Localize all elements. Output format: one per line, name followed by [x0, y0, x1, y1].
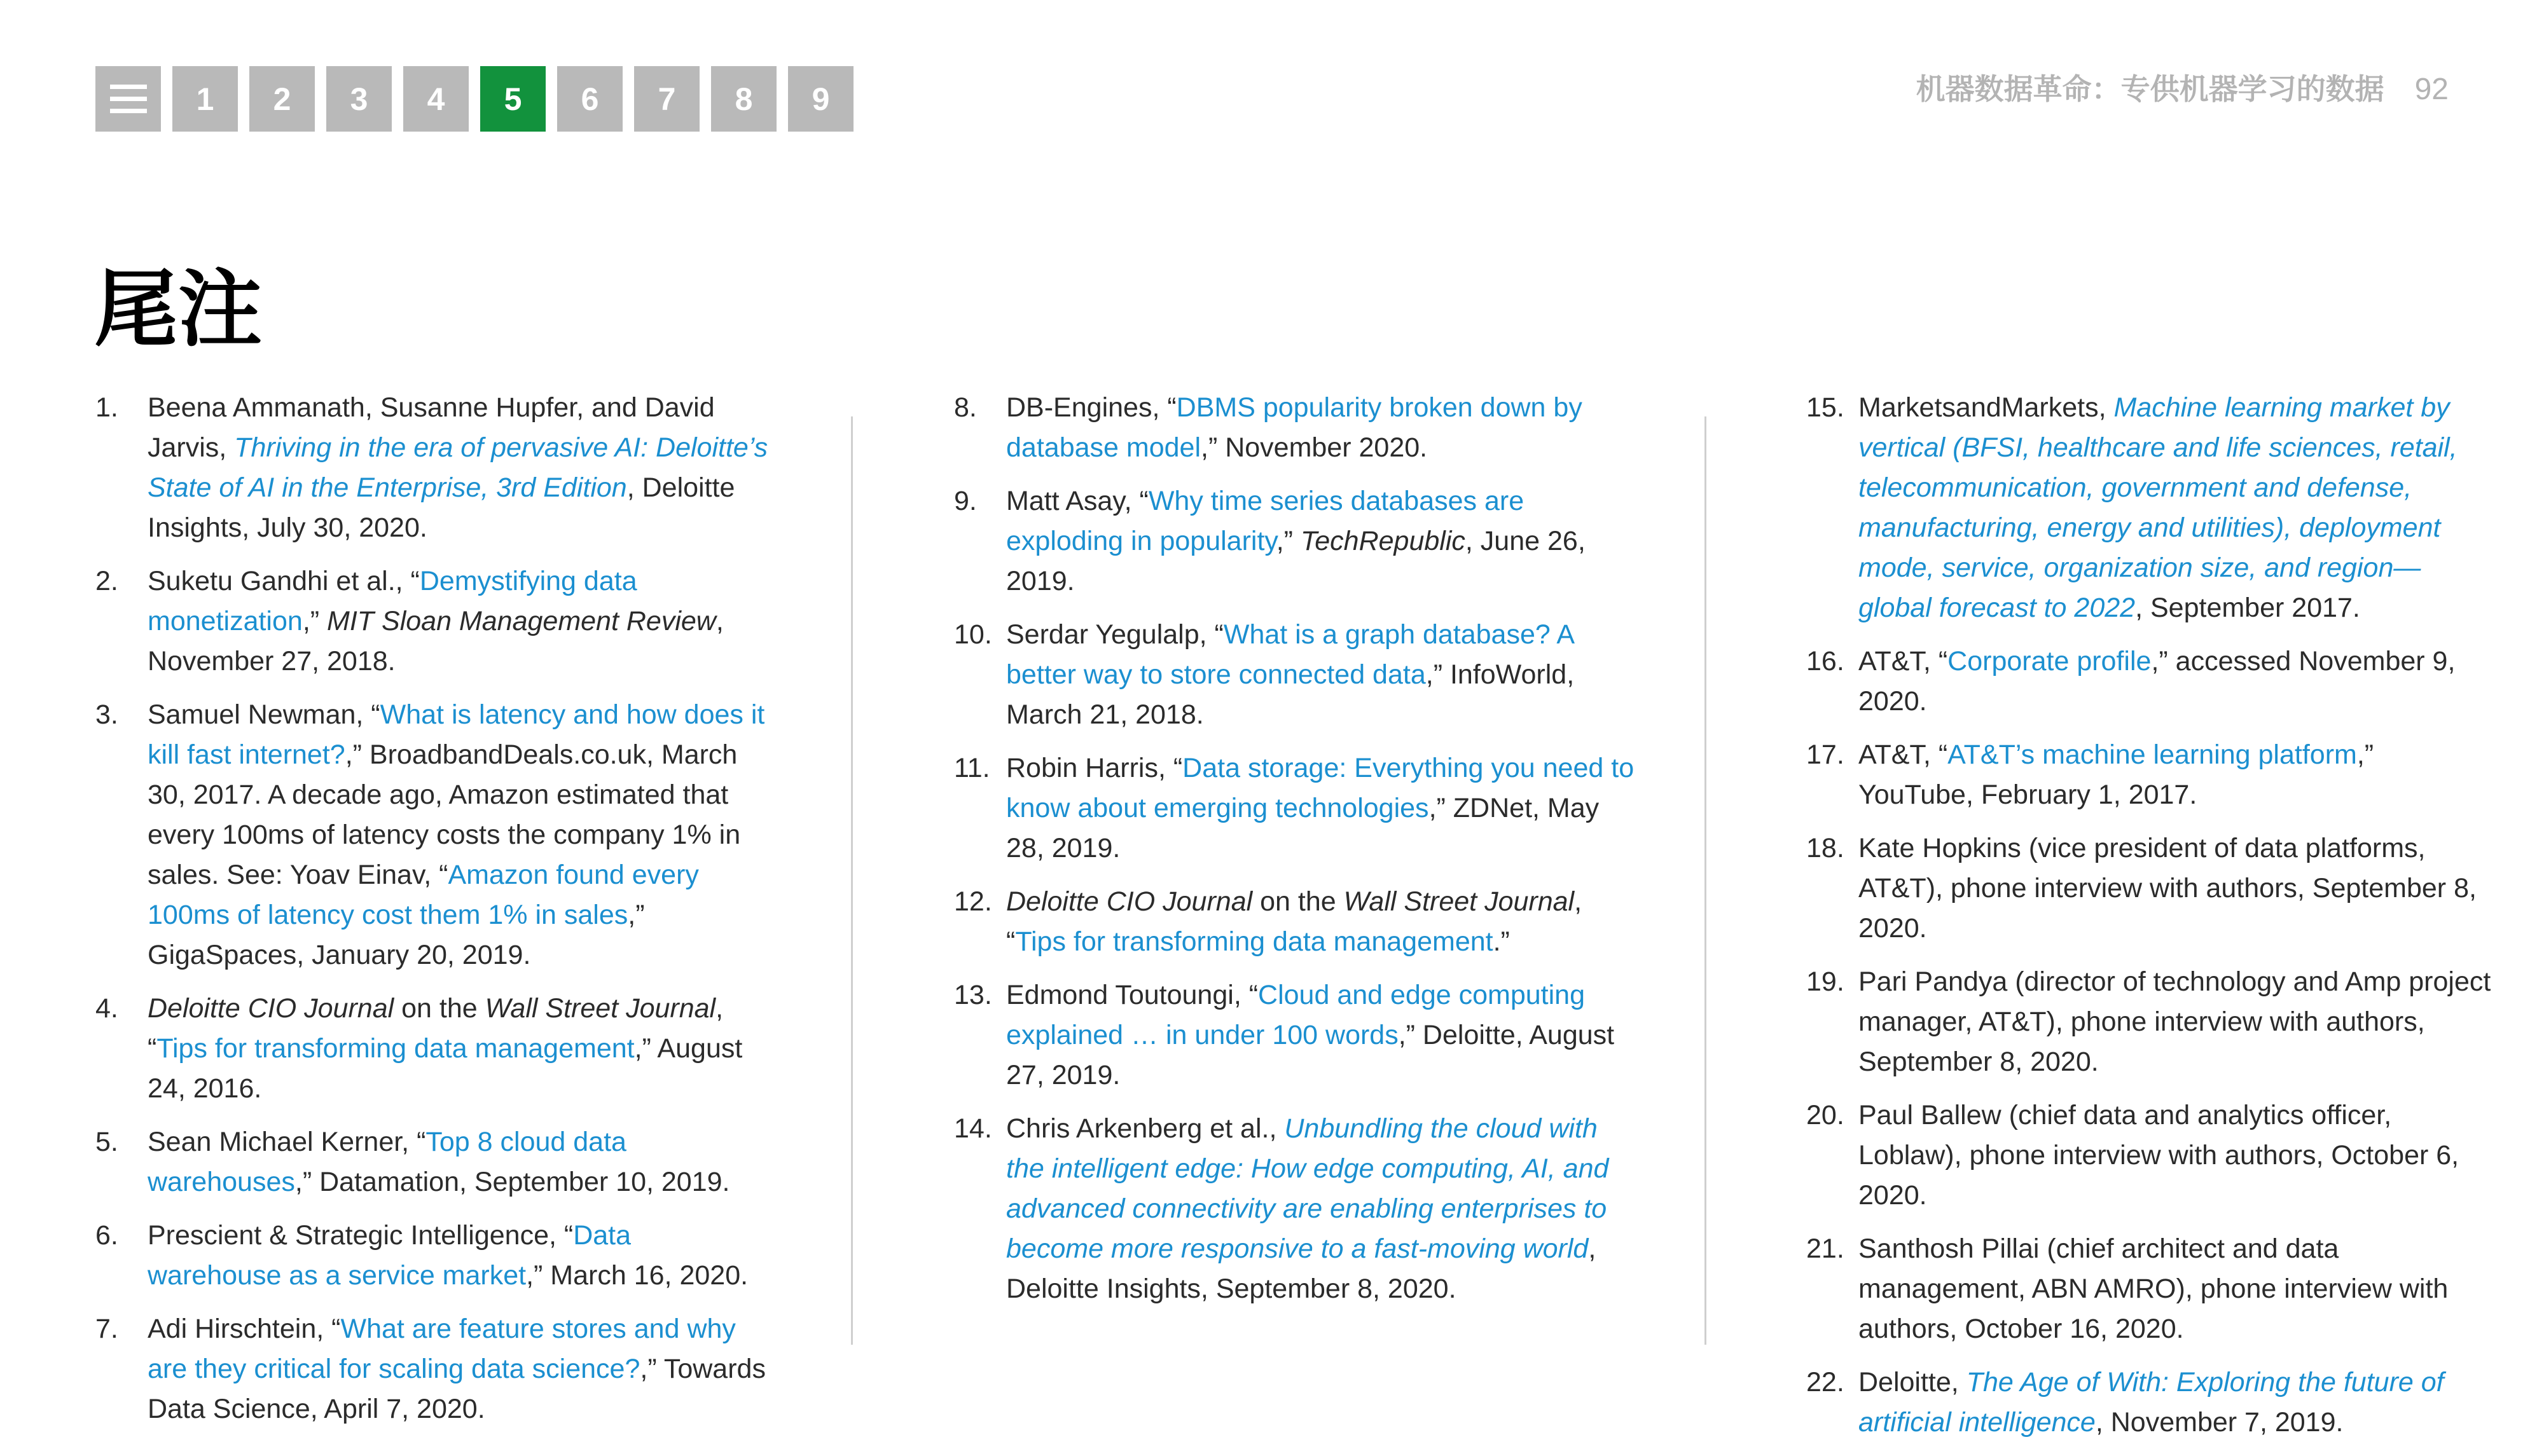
- endnote-2: 2. Suketu Gandhi et al., “Demystifying data monetization,” MIT Sloan Management Review, November 27, 2018.: [95, 566, 724, 676]
- endnote-10: 10. Serdar Yegulalp, “What is a graph database? A better way to store connected data,” InfoWorld, March 21, 2018.: [954, 619, 1575, 730]
- page-link-5-active[interactable]: 5: [480, 66, 546, 132]
- page-link-9[interactable]: 9: [788, 66, 854, 132]
- page-link-3[interactable]: 3: [326, 66, 392, 132]
- endnote-14: 14. Chris Arkenberg et al., Unbundling the cloud with the intelligent edge: How edge computing, AI, and advanced connectivity are enabling enterprises to become more responsive to a fast-moving world, Deloitte Insights, September 8, 2020.: [954, 1113, 1609, 1304]
- endnote-11-link[interactable]: Data storage: Everything you need to know about emerging technologies: [1006, 753, 1635, 823]
- endnote-5: 5. Sean Michael Kerner, “Top 8 cloud data warehouses,” Datamation, September 10, 2019.: [95, 1127, 730, 1197]
- page-link-7[interactable]: 7: [634, 66, 700, 132]
- column-divider-2: [1704, 416, 1706, 1345]
- endnote-6: 6. Prescient & Strategic Intelligence, “Data warehouse as a service market,” March 16, 2020.: [95, 1220, 749, 1291]
- endnotes-column-2: [954, 388, 1641, 1322]
- endnote-21: 21. Santhosh Pillai (chief architect and data management, ABN AMRO), phone interview with authors, October 16, 2020.: [1806, 1233, 2449, 1344]
- page-link-6[interactable]: 6: [557, 66, 623, 132]
- page-link-4[interactable]: 4: [403, 66, 469, 132]
- page-link-1[interactable]: 1: [172, 66, 238, 132]
- endnote-17: 17. AT&T, “AT&T’s machine learning platform,” YouTube, February 1, 2017.: [1806, 739, 2374, 810]
- endnote-9-link[interactable]: Why time series databases are exploding in popularity: [1006, 486, 1524, 556]
- endnote-12: 12. Deloitte CIO Journal on the Wall Street Journal, “Tips for transforming data management.”: [954, 886, 1582, 957]
- endnote-16: 16. AT&T, “Corporate profile,” accessed November 9, 2020.: [1806, 646, 2456, 717]
- endnote-8-link[interactable]: DBMS popularity broken down by database model: [1006, 392, 1582, 463]
- endnote-13: 13. Edmond Toutoungi, “Cloud and edge computing explained … in under 100 words,” Deloitte, August 27, 2019.: [954, 980, 1615, 1090]
- endnote-20: 20. Paul Ballew (chief data and analytics officer, Loblaw), phone interview with authors, October 6, 2020.: [1806, 1100, 2459, 1211]
- endnote-13-link[interactable]: Cloud and edge computing explained … in under 100 words: [1006, 980, 1586, 1050]
- page-link-8[interactable]: 8: [711, 66, 777, 132]
- endnote-22: 22. Deloitte, The Age of With: Exploring the future of artificial intelligence, November 7, 2019.: [1806, 1367, 2444, 1438]
- endnote-1-link[interactable]: Thriving in the era of pervasive AI: Deloitte’s State of AI in the Enterprise, 3rd Edition: [148, 432, 768, 503]
- endnote-4: 4. Deloitte CIO Journal on the Wall Street Journal, “Tips for transforming data management,” August 24, 2016.: [95, 993, 743, 1104]
- endnote-4-link[interactable]: Tips for transforming data management: [156, 1033, 635, 1064]
- endnote-16-link[interactable]: Corporate profile: [1947, 646, 2152, 676]
- menu-button[interactable]: [95, 66, 161, 132]
- endnote-9: 9. Matt Asay, “Why time series databases are exploding in popularity,” TechRepublic, June 26, 2019.: [954, 486, 1586, 596]
- endnote-22-link[interactable]: The Age of With: Exploring the future of artificial intelligence: [1858, 1367, 2444, 1438]
- page-link-2[interactable]: 2: [249, 66, 315, 132]
- endnote-7-link[interactable]: What are feature stores and why are they critical for scaling data science?: [148, 1314, 736, 1384]
- endnote-17-link[interactable]: AT&T’s machine learning platform: [1947, 739, 2357, 770]
- endnote-18: 18. Kate Hopkins (vice president of data platforms, AT&T), phone interview with authors, September 8, 2020.: [1806, 833, 2477, 944]
- endnote-10-link[interactable]: What is a graph database? A better way to store connected data: [1006, 619, 1573, 690]
- endnote-11: 11. Robin Harris, “Data storage: Everything you need to know about emerging technologies,” ZDNet, May 28, 2019.: [954, 753, 1635, 863]
- endnote-3-link-1[interactable]: What is latency and how does it kill fast internet?: [148, 699, 765, 770]
- hamburger-icon: [110, 85, 147, 113]
- endnote-3-link-2[interactable]: Amazon found every 100ms of latency cost them 1% in sales: [148, 860, 699, 930]
- column-divider-1: [851, 416, 853, 1345]
- page-title: 尾注: [94, 261, 262, 359]
- endnote-5-link[interactable]: Top 8 cloud data warehouses: [148, 1127, 626, 1197]
- endnote-7: 7. Adi Hirschtein, “What are feature stores and why are they critical for scaling data science?,” Towards Data Science, April 7, 2020.: [95, 1314, 766, 1424]
- endnote-15-link[interactable]: Machine learning market by vertical (BFSI, healthcare and life sciences, retail, telecommunication, government and defense, manufacturing, energy and utilities), deployment mode, service, organization size, and region—global forecast to 2022: [1858, 392, 2458, 623]
- endnote-2-link[interactable]: Demystifying data monetization: [148, 566, 637, 636]
- endnote-19: 19. Pari Pandya (director of technology and Amp project manager, AT&T), phone interview with authors, September 8, 2020.: [1806, 966, 2491, 1077]
- running-header: [1916, 66, 2449, 108]
- endnote-1: 1. Beena Ammanath, Susanne Hupfer, and David Jarvis, Thriving in the era of pervasive AI: Deloitte’s State of AI in the Enterprise, 3rd Edition, Deloitte Insights, July 30, 2020.: [95, 392, 768, 543]
- endnote-14-link[interactable]: Unbundling the cloud with the intelligent edge: How edge computing, AI, and advanced connectivity are enabling enterprises to become more responsive to a fast-moving world: [1006, 1113, 1609, 1264]
- endnote-12-link[interactable]: Tips for transforming data management: [1015, 926, 1493, 957]
- endnote-3: 3. Samuel Newman, “What is latency and how does it kill fast internet?,” BroadbandDeals.co.uk, March 30, 2017. A decade ago, Amazon estimated that every 100ms of latency costs the company 1% in sales. See: Yoav Einav, “Amazon found every 100ms of latency cost them 1% in sales,” GigaSpaces, January 20, 2019.: [95, 699, 765, 970]
- page-number: 92: [2414, 72, 2449, 106]
- page-navigation: [95, 66, 854, 132]
- endnote-8: 8. DB-Engines, “DBMS popularity broken down by database model,” November 2020.: [954, 392, 1582, 463]
- endnotes-column-1: [95, 388, 770, 1443]
- endnote-6-link[interactable]: Data warehouse as a service market: [148, 1220, 632, 1291]
- endnote-15: 15. MarketsandMarkets, Machine learning market by vertical (BFSI, healthcare and life sciences, retail, telecommunication, government and defense, manufacturing, energy and utilities), deployment mode, service, organization size, and region—global forecast to 2022, September 2017.: [1806, 392, 2458, 623]
- endnotes-column-3: [1806, 388, 2493, 1456]
- running-title: 机器数据革命：专供机器学习的数据: [1916, 72, 2384, 106]
